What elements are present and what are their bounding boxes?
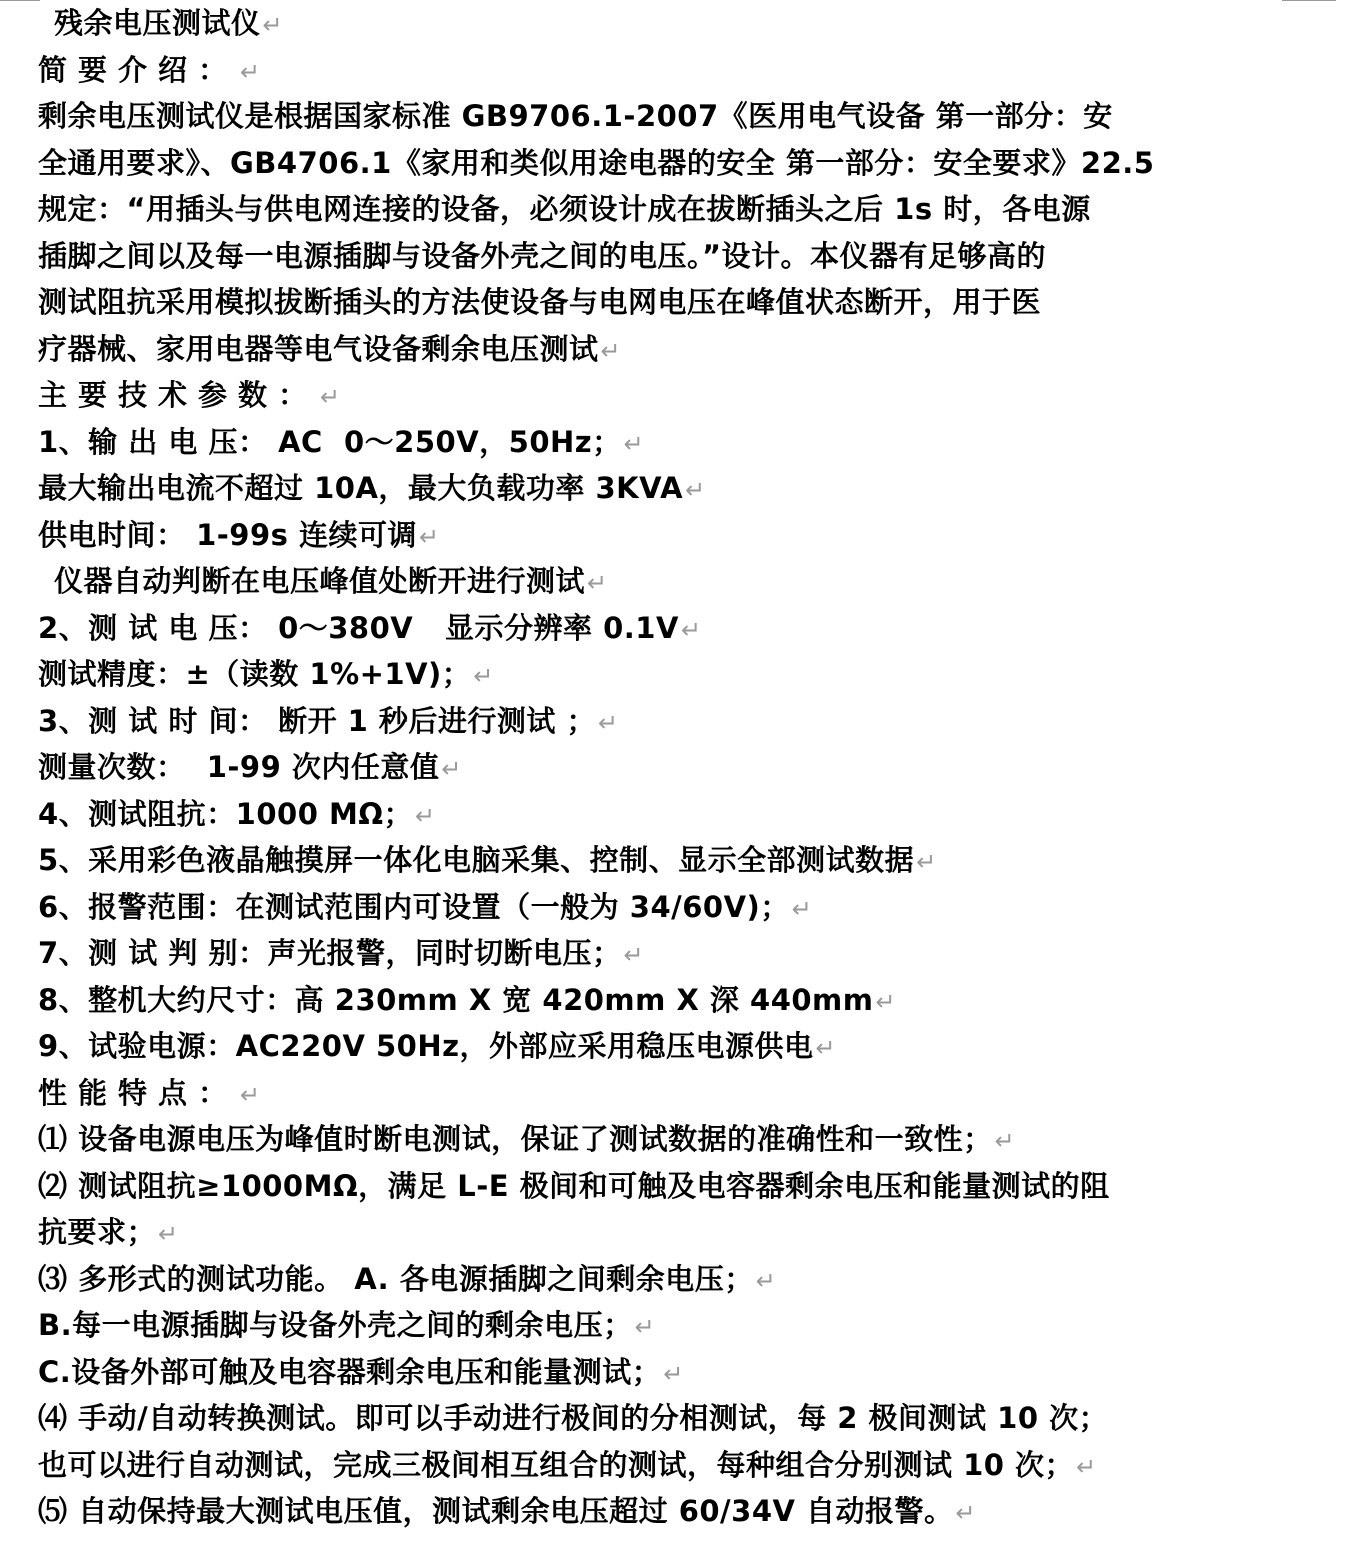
document-title: 残余电压测试仪↵ — [54, 6, 283, 40]
feature-line: B.每一电源插脚与设备外壳之间的剩余电压；↵ — [38, 1308, 655, 1342]
paragraph-mark: ↵ — [415, 801, 436, 830]
paragraph-mark: ↵ — [955, 1499, 976, 1527]
paragraph-mark: ↵ — [916, 848, 937, 876]
param-line: 供电时间： 1-99s 连续可调↵ — [38, 517, 440, 552]
paragraph-mark: ↵ — [875, 987, 896, 1016]
param-line: 7、测 试 判 别：声光报警，同时切断电压；↵ — [38, 936, 644, 970]
paragraph-mark: ↵ — [158, 1220, 179, 1248]
page-corner-mark-left — [0, 0, 40, 1]
section-heading-params: 主要技术参数：↵ — [38, 378, 341, 412]
paragraph-mark: ↵ — [1076, 1452, 1097, 1481]
param-line: 测量次数： 1-99 次内任意值↵ — [38, 750, 462, 784]
paragraph-mark: ↵ — [240, 1080, 261, 1109]
feature-line: ⑵ 测试阻抗≥1000MΩ，满足 L-E 极间和可触及电容器剩余电压和能量测试的阻 — [38, 1168, 1110, 1203]
paragraph-mark: ↵ — [680, 615, 702, 644]
param-line: 5、采用彩色液晶触摸屏一体化电脑采集、控制、显示全部测试数据↵ — [38, 843, 937, 877]
paragraph-mark: ↵ — [441, 755, 462, 783]
paragraph-mark: ↵ — [685, 476, 706, 504]
paragraph-mark: ↵ — [598, 708, 619, 737]
document-page — [38, 0, 1333, 1535]
feature-line: 也可以进行自动测试，完成三极间相互组合的测试，每种组合分别测试 10 次；↵ — [38, 1447, 1097, 1482]
intro-line: 疗器械、家用电器等电气设备剩余电压测试↵ — [38, 331, 621, 366]
param-line: 4、测试阻抗：1000 MΩ；↵ — [38, 796, 436, 831]
paragraph-mark: ↵ — [587, 569, 608, 597]
paragraph-mark: ↵ — [623, 941, 644, 969]
intro-line: 全通用要求》、GB4706.1《家用和类似用途电器的安全 第一部分：安全要求》22.5 — [38, 145, 1155, 180]
intro-line: 插脚之间以及每一电源插脚与设备外壳之间的电压。”设计。本仪器有足够高的 — [38, 238, 1047, 273]
param-line: 仪器自动判断在电压峰值处断开进行测试↵ — [54, 564, 608, 598]
intro-line: 规定：“用插头与供电网连接的设备，必须设计成在拔断插头之后 1s 时，各电源 — [38, 192, 1091, 226]
section-heading-features: 性能特点：↵ — [38, 1075, 261, 1110]
paragraph-mark: ↵ — [755, 1266, 776, 1295]
feature-line: ⑶ 多形式的测试功能。 A. 各电源插脚之间剩余电压；↵ — [38, 1261, 776, 1296]
paragraph-mark: ↵ — [663, 1359, 684, 1388]
paragraph-mark: ↵ — [815, 1034, 836, 1062]
feature-line: 抗要求；↵ — [38, 1215, 179, 1249]
param-line: 3、测 试 时 间： 断开 1 秒后进行测试 ；↵ — [38, 703, 619, 738]
param-line: 1、输 出 电 压： AC 0～250V，50Hz；↵ — [38, 424, 644, 459]
paragraph-mark: ↵ — [623, 429, 644, 458]
feature-line: ⑴ 设备电源电压为峰值时断电测试，保证了测试数据的准确性和一致性；↵ — [38, 1122, 1015, 1156]
param-line: 9、试验电源：AC220V 50Hz，外部应采用稳压电源供电↵ — [38, 1029, 836, 1063]
paragraph-mark: ↵ — [320, 383, 341, 411]
param-line: 6、报警范围：在测试范围内可设置（一般为 34/60V)；↵ — [38, 889, 812, 924]
param-line: 测试精度：±（读数 1%+1V)；↵ — [38, 657, 494, 691]
param-line: 8、整机大约尺寸：高 230mm X 宽 420mm X 深 440mm↵ — [38, 982, 896, 1017]
intro-line: 剩余电压测试仪是根据国家标准 GB9706.1-2007《医用电气设备 第一部分：安 — [38, 99, 1113, 133]
paragraph-mark: ↵ — [262, 11, 283, 39]
intro-line: 测试阻抗采用模拟拔断插头的方法使设备与电网电压在峰值状态断开，用于医 — [38, 285, 1042, 319]
paragraph-mark: ↵ — [240, 57, 261, 86]
paragraph-mark: ↵ — [473, 662, 494, 690]
paragraph-mark: ↵ — [634, 1313, 655, 1341]
param-line: 2、测 试 电 压： 0～380V 显示分辨率 0.1V↵ — [38, 610, 702, 645]
section-heading-intro: 简要介绍：↵ — [38, 52, 261, 87]
paragraph-mark: ↵ — [994, 1127, 1015, 1155]
param-line: 最大输出电流不超过 10A，最大负载功率 3KVA↵ — [38, 471, 706, 505]
feature-line: ⑷ 手动/自动转换测试。即可以手动进行极间的分相测试，每 2 极间测试 10 次； — [38, 1401, 1109, 1435]
paragraph-mark: ↵ — [791, 894, 812, 923]
paragraph-mark: ↵ — [600, 336, 621, 365]
feature-line: C.设备外部可触及电容器剩余电压和能量测试；↵ — [38, 1354, 684, 1389]
feature-line: ⑸ 自动保持最大测试电压值，测试剩余电压超过 60/34V 自动报警。↵ — [38, 1494, 976, 1528]
paragraph-mark: ↵ — [419, 522, 440, 551]
